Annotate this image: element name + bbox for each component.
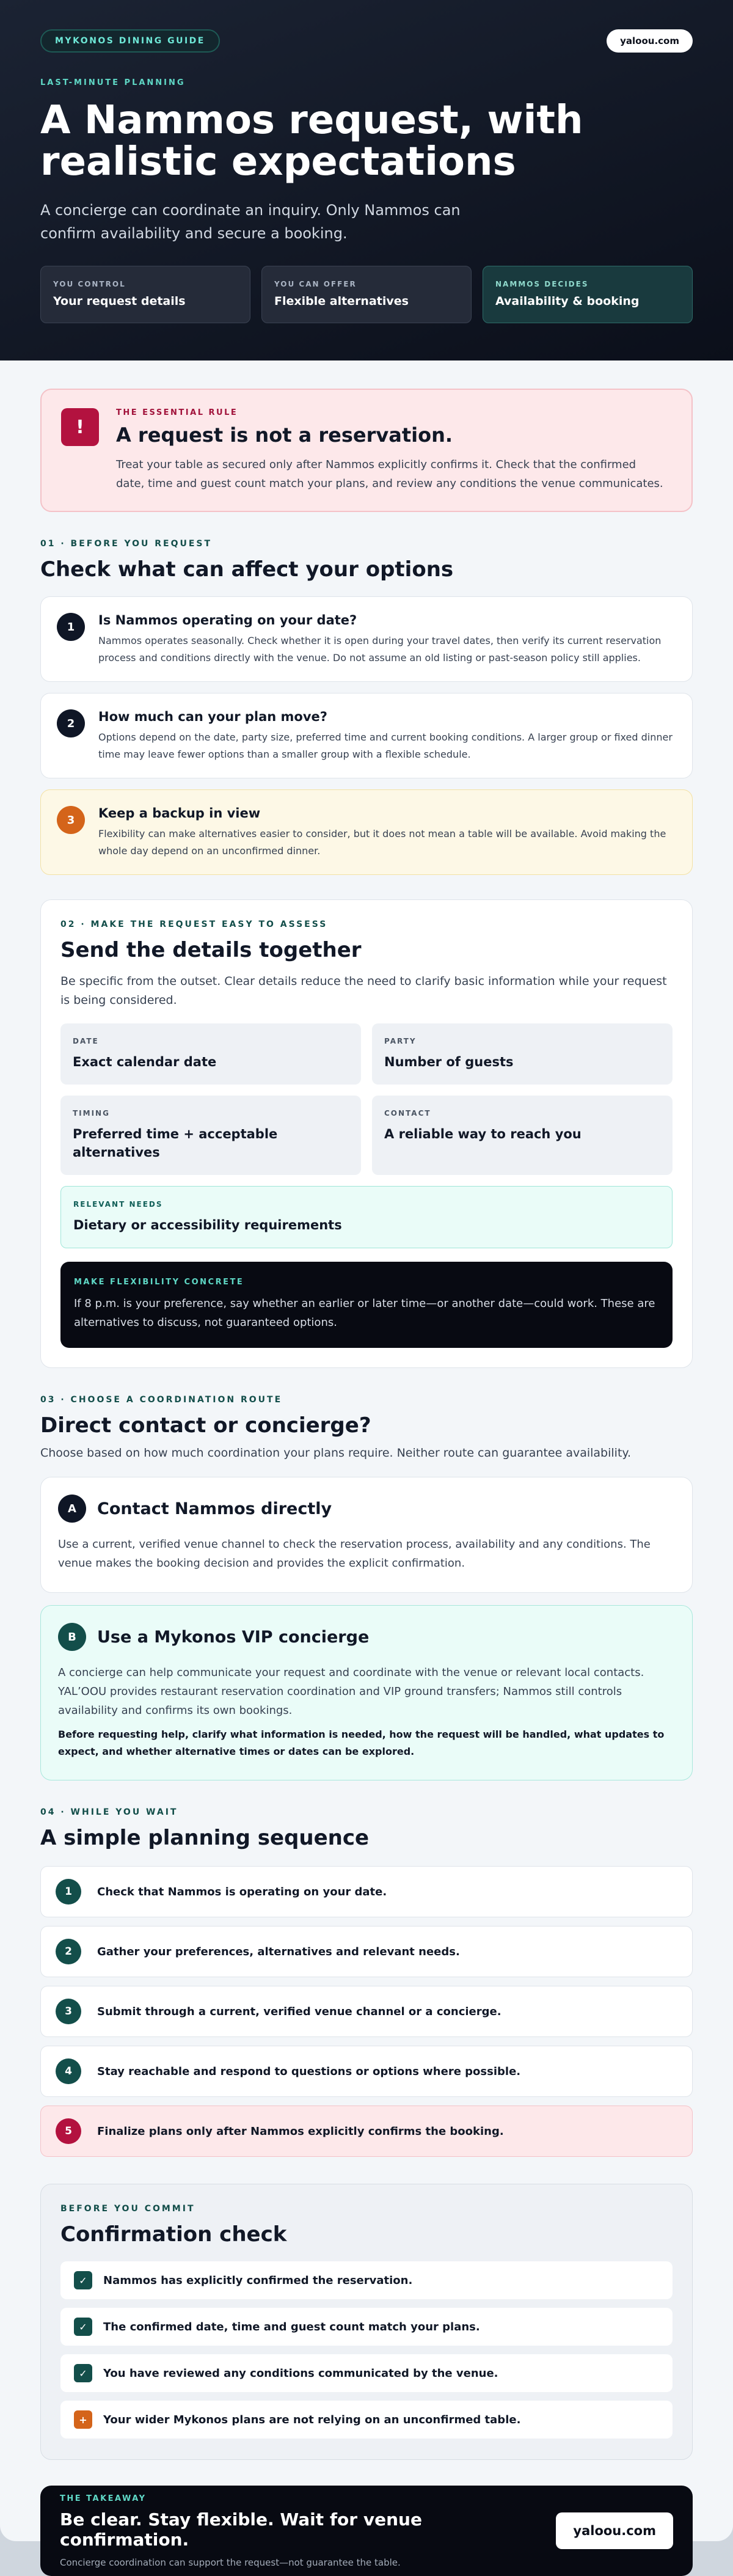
brand-link[interactable]: yaloou.com: [607, 29, 693, 53]
check-item[interactable]: [60, 2354, 673, 2392]
step-body: [98, 612, 676, 667]
detail-key: CONTACT: [384, 1109, 431, 1118]
sequence-item: [40, 1866, 693, 1917]
check-step-2: [40, 693, 693, 778]
section3-text: Choose based on how much coordination your plans require. Neither route can guarantee availability.: [40, 1446, 631, 1460]
section2-text: Be specific from the outset. Clear details reduce the need to clarify basic information while your request is being considered.: [60, 975, 667, 1007]
step-number: 1: [57, 613, 85, 641]
step-body: [98, 805, 676, 860]
essential-rule-callout: [40, 389, 693, 512]
sequence-item: [40, 2046, 693, 2097]
details-panel: [40, 899, 693, 1368]
sequence-item: [40, 1926, 693, 1977]
section4-title: A simple planning sequence: [40, 1826, 370, 1850]
detail-value: Exact calendar date: [73, 1055, 217, 1069]
takeaway-sub: Concierge coordination can support the request—not guarantee the table.: [60, 2556, 401, 2568]
step-body: [98, 708, 676, 763]
detail-contact: [372, 1096, 673, 1175]
route-badge: B: [58, 1623, 86, 1651]
hero-card-key: YOU CAN OFFER: [274, 280, 357, 288]
section4-kicker: 04 · WHILE YOU WAIT: [40, 1807, 178, 1817]
detail-key: RELEVANT NEEDS: [73, 1200, 163, 1209]
step-number: 3: [57, 806, 85, 834]
step-text: Nammos operates seasonally. Check whether it is open during your travel dates, then verify its current reservation process and conditions directly with the venue. Do not assume an old listing or past-season policy still applies.: [98, 635, 662, 664]
route-head: [58, 1623, 675, 1651]
route-text: A concierge can help communicate your request and coordinate with the venue or relevant local contacts. YAL’OOU provides restaurant reservation coordination and VIP ground transfers; Nammos still controls availability and confirms its own bookings.: [58, 1666, 644, 1717]
sequence-text: Finalize plans only after Nammos explicitly confirms the booking.: [97, 2124, 504, 2138]
takeaway-body: [60, 2494, 556, 2568]
check-item-text: You have reviewed any conditions communicated by the venue.: [103, 2366, 498, 2380]
flexibility-text: If 8 p.m. is your preference, say whether an earlier or later time—or another date—could work. These are alternatives to discuss, not guaranteed options.: [74, 1297, 655, 1329]
route-direct: [40, 1477, 693, 1593]
hero-card-decides: [483, 266, 693, 323]
flexibility-kicker: MAKE FLEXIBILITY CONCRETE: [74, 1278, 244, 1287]
check-item[interactable]: [60, 2401, 673, 2439]
flexibility-callout: [60, 1262, 673, 1348]
sequence-text: Stay reachable and respond to questions or options where possible.: [97, 2065, 521, 2078]
takeaway-kicker: THE TAKEAWAY: [60, 2494, 147, 2503]
hero-card-value: Availability & booking: [495, 295, 640, 308]
hero-card-value: Your request details: [53, 295, 186, 308]
sequence-number: 3: [56, 1999, 81, 2024]
route-title: Use a Mykonos VIP concierge: [97, 1627, 370, 1647]
detail-value: Number of guests: [384, 1055, 514, 1069]
hero-card-offer: [261, 266, 472, 323]
check-step-1: [40, 596, 693, 682]
sequence-item-final: [40, 2106, 693, 2157]
detail-value: Preferred time + acceptable alternatives: [73, 1127, 278, 1160]
route-note: Before requesting help, clarify what information is needed, how the request will be handled, what updates to expect, and whether alternative times or dates can be explored.: [58, 1729, 665, 1757]
rule-text: Treat your table as secured only after Nammos explicitly confirms it. Check that the confirmed date, time and guest count match your plans, and review any conditions the venue communicates.: [116, 458, 663, 490]
section1-title: Check what can affect your options: [40, 557, 454, 582]
rule-kicker: THE ESSENTIAL RULE: [116, 408, 238, 417]
takeaway-brand-button[interactable]: yaloou.com: [556, 2512, 673, 2549]
detail-timing: [60, 1096, 361, 1175]
alert-icon: !: [61, 408, 99, 446]
sequence-number: 2: [56, 1939, 81, 1964]
route-head: [58, 1495, 675, 1523]
details-grid: [60, 1023, 673, 1248]
detail-needs: [60, 1186, 673, 1248]
plus-icon: +: [74, 2410, 92, 2429]
rule-title: A request is not a reservation.: [116, 423, 453, 447]
checkmark-icon: ✓: [74, 2364, 92, 2382]
checkmark-icon: ✓: [74, 2318, 92, 2336]
guide-label: MYKONOS DINING GUIDE: [40, 29, 220, 53]
detail-key: DATE: [73, 1037, 99, 1045]
step-text: Options depend on the date, party size, preferred time and current booking conditions. A larger group or fixed dinner time may leave fewer options than a smaller group with a flexible schedule.: [98, 731, 673, 760]
route-concierge: [40, 1605, 693, 1780]
detail-key: TIMING: [73, 1109, 110, 1118]
route-title: Contact Nammos directly: [97, 1499, 332, 1518]
detail-value: Dietary or accessibility requirements: [73, 1218, 342, 1232]
hero-card-control: [40, 266, 250, 323]
route-badge: A: [58, 1495, 86, 1523]
page-title: A Nammos request, with realistic expectations: [40, 98, 583, 185]
takeaway-title: Be clear. Stay flexible. Wait for venue confirmation.: [60, 2509, 422, 2550]
takeaway-banner: [40, 2486, 693, 2576]
hero-card-value: Flexible alternatives: [274, 295, 409, 308]
step-number: 2: [57, 709, 85, 737]
step-title: Keep a backup in view: [98, 806, 261, 821]
sequence-number: 4: [56, 2058, 81, 2084]
hero-card-key: YOU CONTROL: [53, 280, 126, 288]
rule-body: [116, 408, 666, 492]
confirmation-check: [40, 2184, 693, 2460]
main-content: [0, 360, 733, 2576]
detail-party: [372, 1023, 673, 1085]
sequence-text: Check that Nammos is operating on your date.: [97, 1885, 387, 1898]
check-kicker: BEFORE YOU COMMIT: [60, 2204, 195, 2214]
check-item[interactable]: [60, 2308, 673, 2346]
step-title: Is Nammos operating on your date?: [98, 613, 357, 628]
section2-title: Send the details together: [60, 938, 362, 962]
sequence-text: Submit through a current, verified venue channel or a concierge.: [97, 2005, 501, 2018]
section3-title: Direct contact or concierge?: [40, 1413, 371, 1438]
hero-top-bar: [40, 29, 693, 53]
section3-kicker: 03 · CHOOSE A COORDINATION ROUTE: [40, 1395, 283, 1405]
hero-cards: [40, 266, 693, 323]
detail-value: A reliable way to reach you: [384, 1127, 582, 1141]
check-item[interactable]: [60, 2261, 673, 2299]
step-text: Flexibility can make alternatives easier to consider, but it does not mean a table will be available. Avoid making the whole day depend on an unconfirmed dinner.: [98, 828, 666, 857]
check-step-3: [40, 789, 693, 875]
checkmark-icon: ✓: [74, 2271, 92, 2289]
check-title: Confirmation check: [60, 2222, 287, 2247]
detail-key: PARTY: [384, 1037, 417, 1045]
check-item-text: Nammos has explicitly confirmed the reservation.: [103, 2274, 413, 2287]
step-title: How much can your plan move?: [98, 709, 327, 724]
hero-lead: A concierge can coordinate an inquiry. Only Nammos can confirm availability and secure a booking.: [40, 202, 461, 242]
section2-kicker: 02 · MAKE THE REQUEST EASY TO ASSESS: [60, 920, 328, 929]
sequence-number: 5: [56, 2118, 81, 2144]
hero-card-key: NAMMOS DECIDES: [495, 280, 589, 288]
sequence-number: 1: [56, 1879, 81, 1905]
route-text: Use a current, verified venue channel to check the reservation process, availability and any conditions. The venue makes the booking decision and provides the explicit confirmation.: [58, 1538, 651, 1570]
check-item-text: The confirmed date, time and guest count match your plans.: [103, 2320, 480, 2333]
check-item-text: Your wider Mykonos plans are not relying on an unconfirmed table.: [103, 2413, 521, 2426]
sequence-text: Gather your preferences, alternatives and relevant needs.: [97, 1945, 460, 1958]
hero-eyebrow: LAST-MINUTE PLANNING: [40, 78, 186, 87]
hero: [0, 0, 733, 360]
sequence-item: [40, 1986, 693, 2037]
section1-kicker: 01 · BEFORE YOU REQUEST: [40, 539, 213, 549]
detail-date: [60, 1023, 361, 1085]
